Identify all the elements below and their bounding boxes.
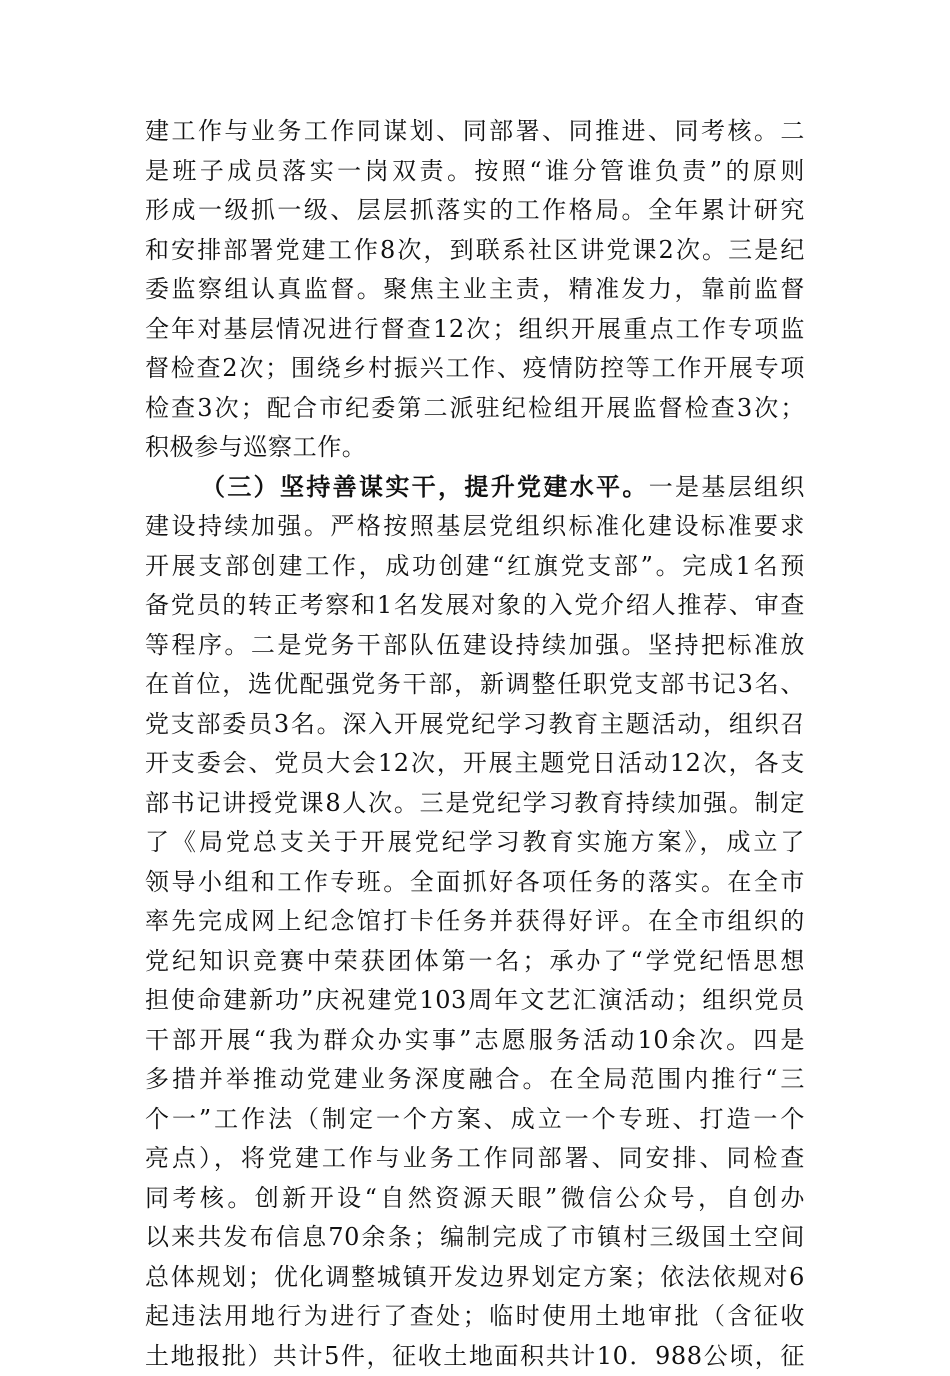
text-line: 形成一级抓一级、层层抓落实的工作格局。全年累计研究: [145, 191, 805, 231]
text-line: 督检查2次；围绕乡村振兴工作、疫情防控等工作开展专项: [145, 349, 805, 389]
text-line: 部书记讲授党课8人次。三是党纪学习教育持续加强。制定: [145, 784, 805, 824]
text-line: 检查3次；配合市纪委第二派驻纪检组开展监督检查3次；: [145, 389, 805, 429]
text-line: 了《局党总支关于开展党纪学习教育实施方案》，成立了: [145, 823, 805, 863]
section-heading: （三）坚持善谋实干，提升党建水平。: [201, 473, 649, 501]
text-line: 土地报批）共计5件，征收土地面积共计10．988公顷，征: [145, 1337, 805, 1376]
text-line: 是班子成员落实一岗双责。按照“谁分管谁负责”的原则: [145, 152, 805, 192]
text-line: 同考核。创新开设“自然资源天眼”微信公众号，自创办: [145, 1179, 805, 1219]
text-line: 起违法用地行为进行了查处；临时使用土地审批（含征收: [145, 1297, 805, 1337]
text-line: 在首位，选优配强党务干部，新调整任职党支部书记3名、: [145, 665, 805, 705]
text-line: 总体规划；优化调整城镇开发边界划定方案；依法依规对6: [145, 1258, 805, 1298]
text-line: 领导小组和工作专班。全面抓好各项任务的落实。在全市: [145, 863, 805, 903]
text-line: 亮点），将党建工作与业务工作同部署、同安排、同检查: [145, 1139, 805, 1179]
text-line: 以来共发布信息70余条；编制完成了市镇村三级国土空间: [145, 1218, 805, 1258]
text-line: 多措并举推动党建业务深度融合。在全局范围内推行“三: [145, 1060, 805, 1100]
text-line: 个一”工作法（制定一个方案、成立一个专班、打造一个: [145, 1100, 805, 1140]
text-line: 开支委会、党员大会12次，开展主题党日活动12次，各支: [145, 744, 805, 784]
text-line: 备党员的转正考察和1名发展对象的入党介绍人推荐、审查: [145, 586, 805, 626]
text-line: 等程序。二是党务干部队伍建设持续加强。坚持把标准放: [145, 626, 805, 666]
text-line: 委监察组认真监督。聚焦主业主责，精准发力，靠前监督: [145, 270, 805, 310]
text-line: 积极参与巡察工作。: [145, 428, 805, 468]
text-line: 建设持续加强。严格按照基层党组织标准化建设标准要求: [145, 507, 805, 547]
text-line: 开展支部创建工作，成功创建“红旗党支部”。完成1名预: [145, 547, 805, 587]
text-line: 担使命建新功”庆祝建党103周年文艺汇演活动；组织党员: [145, 981, 805, 1021]
text-line: 率先完成网上纪念馆打卡任务并获得好评。在全市组织的: [145, 902, 805, 942]
section-heading-line: [145, 468, 805, 508]
text-line: 和安排部署党建工作8次，到联系社区讲党课2次。三是纪: [145, 231, 805, 271]
text-line: 干部开展“我为群众办实事”志愿服务活动10余次。四是: [145, 1021, 805, 1061]
body-text: [145, 112, 805, 1376]
text-line: 建工作与业务工作同谋划、同部署、同推进、同考核。二: [145, 112, 805, 152]
text-line: 全年对基层情况进行督查12次；组织开展重点工作专项监: [145, 310, 805, 350]
text-line: 党支部委员3名。深入开展党纪学习教育主题活动，组织召: [145, 705, 805, 745]
text-fragment: 一是基层组织: [649, 473, 805, 501]
text-line: 党纪知识竞赛中荣获团体第一名；承办了“学党纪悟思想: [145, 942, 805, 982]
